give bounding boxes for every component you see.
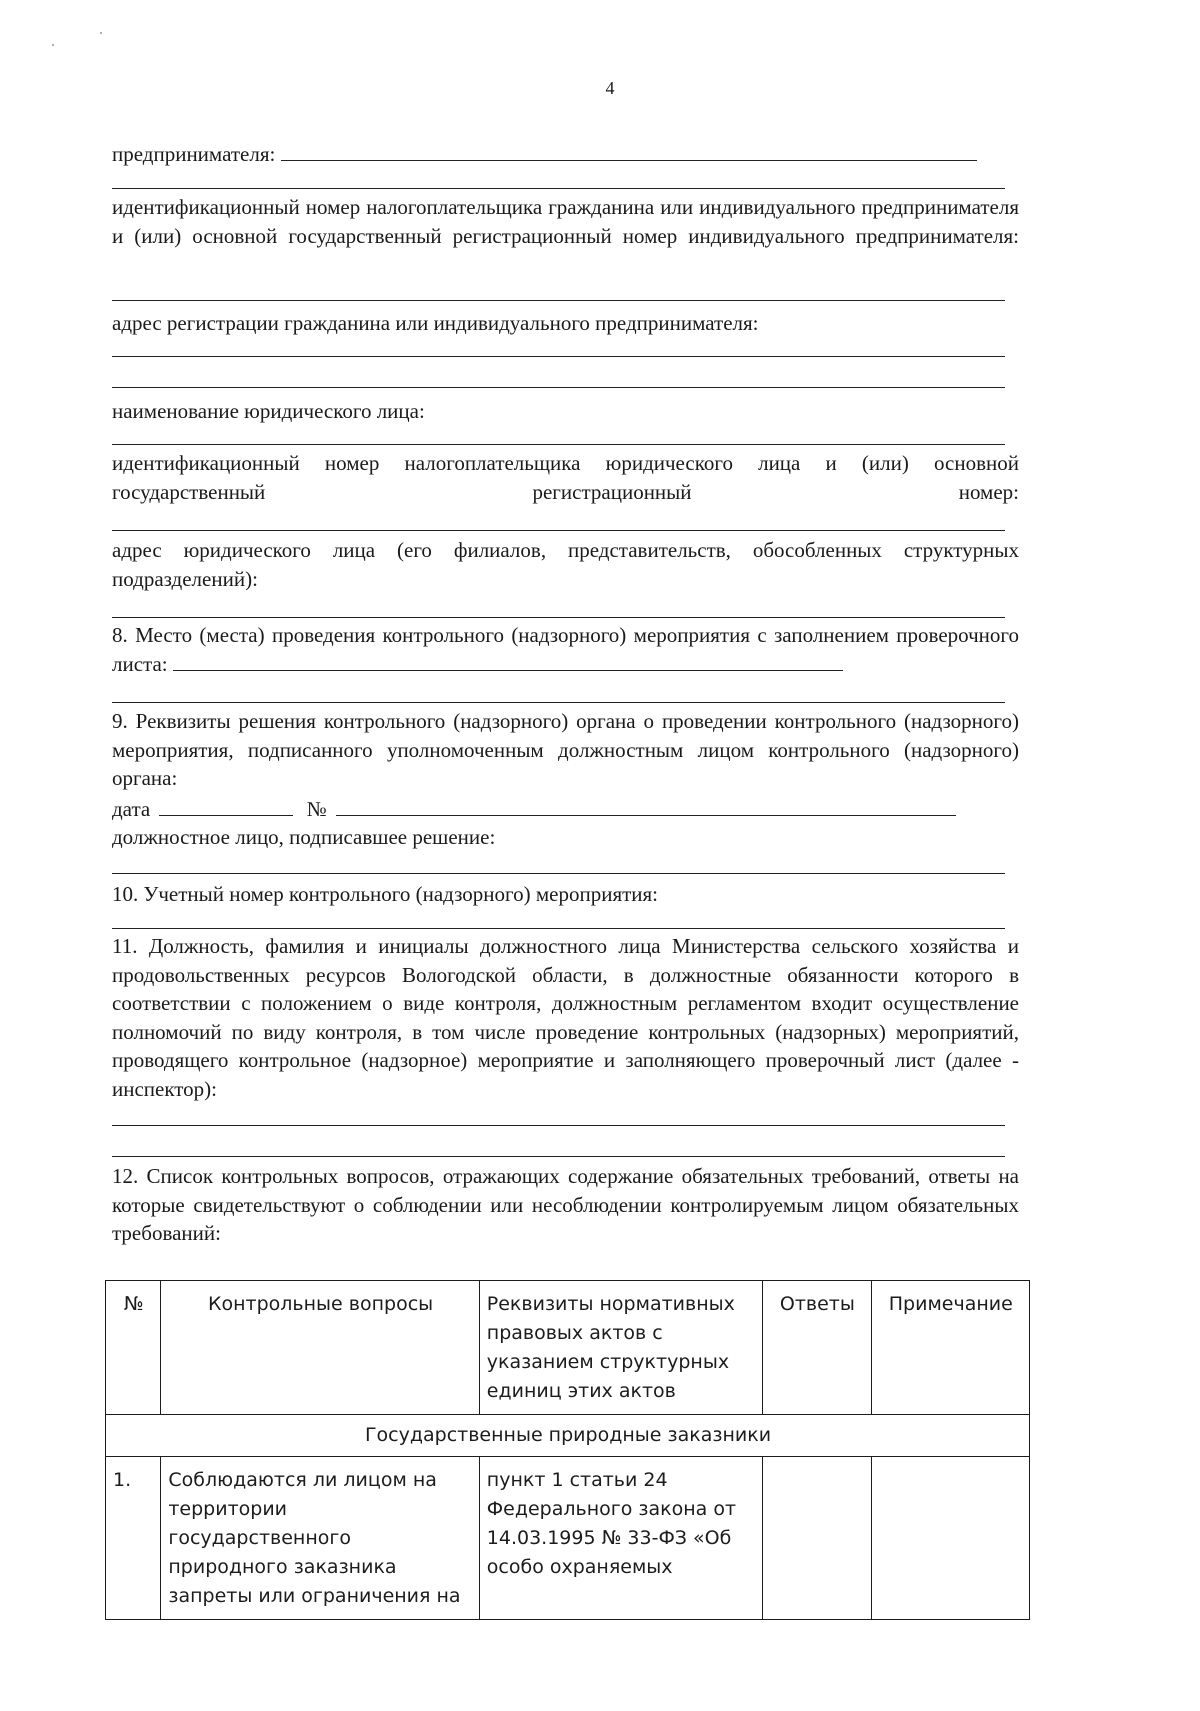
blank-line[interactable] xyxy=(112,387,1005,388)
inn-entrepreneur-text: идентификационный номер налогоплательщика гражданина или индивидуального предпринимателя и (или) основной государственный регистрационный номер индивидуального предпринимателя: xyxy=(112,195,1019,248)
row-number: 1. xyxy=(106,1457,161,1620)
row-note[interactable] xyxy=(871,1457,1029,1620)
header-answers: Ответы xyxy=(763,1281,871,1415)
number-blank[interactable] xyxy=(336,814,956,816)
scan-speck xyxy=(52,44,54,46)
item-9-text: 9. Реквизиты решения контрольного (надзорного) органа о проведении контрольного (надзорного) мероприятия, подписанного уполномоченным должностным лицом контрольного (надзорного) органа: xyxy=(112,709,1019,790)
blank-line[interactable] xyxy=(112,356,1005,357)
item-12-text: 12. Список контрольных вопросов, отражающих содержание обязательных требований, ответы на которые свидетельствуют о соблюдении или несоблюдении контролируемым лицом обязательных требований: xyxy=(112,1164,1019,1245)
blank-line[interactable] xyxy=(112,928,1005,929)
checklist-table xyxy=(105,1280,1030,1620)
header-number: № xyxy=(106,1281,161,1415)
item-9-date-row xyxy=(112,795,1019,824)
number-label: № xyxy=(306,797,327,821)
table-row xyxy=(106,1457,1030,1620)
legal-name-text: наименование юридического лица: xyxy=(112,399,425,423)
row-reference: пункт 1 статьи 24 Федерального закона от 14.03.1995 № 33-ФЗ «Об особо охраняемых xyxy=(479,1457,762,1620)
item-8-text: 8. Место (места) проведения контрольного (надзорного) мероприятия с заполнением проверочного листа: xyxy=(112,623,1019,676)
item-8 xyxy=(112,621,1019,678)
blank-line[interactable] xyxy=(112,1156,1005,1157)
address-citizen-text: адрес регистрации гражданина или индивидуального предпринимателя: xyxy=(112,311,759,335)
section-row xyxy=(106,1415,1030,1457)
item-8-blank[interactable] xyxy=(173,669,843,671)
entrepreneur-field xyxy=(112,140,1019,169)
blank-line[interactable] xyxy=(112,188,1005,189)
row-answer[interactable] xyxy=(763,1457,871,1620)
blank-line[interactable] xyxy=(112,617,1005,618)
blank-line[interactable] xyxy=(112,702,1005,703)
date-label: дата xyxy=(112,797,151,821)
item-9-official: должностное лицо, подписавшее решение: xyxy=(112,825,496,849)
blank-line[interactable] xyxy=(112,300,1005,301)
blank-line[interactable] xyxy=(112,444,1005,445)
scan-speck xyxy=(100,32,102,34)
inn-legal-text: идентификационный номер налогоплательщика юридического лица и (или) основной государственный регистрационный номер: xyxy=(112,451,1019,504)
blank-line[interactable] xyxy=(112,873,1005,874)
item-10-text: 10. Учетный номер контрольного (надзорного) мероприятия: xyxy=(112,882,659,906)
page-number: 4 xyxy=(605,78,615,98)
entrepreneur-blank[interactable] xyxy=(281,159,977,161)
header-notes: Примечание xyxy=(871,1281,1029,1415)
header-questions: Контрольные вопросы xyxy=(161,1281,479,1415)
table-header-row xyxy=(106,1281,1030,1415)
header-references: Реквизиты нормативных правовых актов с указанием структурных единиц этих актов xyxy=(479,1281,762,1415)
date-blank[interactable] xyxy=(159,814,293,816)
row-question: Соблюдаются ли лицом на территории государственного природного заказника запреты или ограничения на xyxy=(161,1457,479,1620)
entrepreneur-label: предпринимателя: xyxy=(112,142,276,166)
blank-line[interactable] xyxy=(112,1125,1005,1126)
blank-line[interactable] xyxy=(112,530,1005,531)
section-title: Государственные природные заказники xyxy=(106,1415,1030,1457)
item-11-text: 11. Должность, фамилия и инициалы должностного лица Министерства сельского хозяйства и продовольственных ресурсов Вологодской области, в должностные обязанности которого в соответствии с положением о виде контроля, должностным регламентом входит осуществление полномочий по виду контроля, в том числе проведение контрольных (надзорных) мероприятий, проводящего контрольное (надзорное) мероприятие и заполняющего проверочный лист (далее - инспектор): xyxy=(112,934,1019,1101)
address-legal-text: адрес юридического лица (его филиалов, представительств, обособленных структурных подразделений): xyxy=(112,538,1019,591)
